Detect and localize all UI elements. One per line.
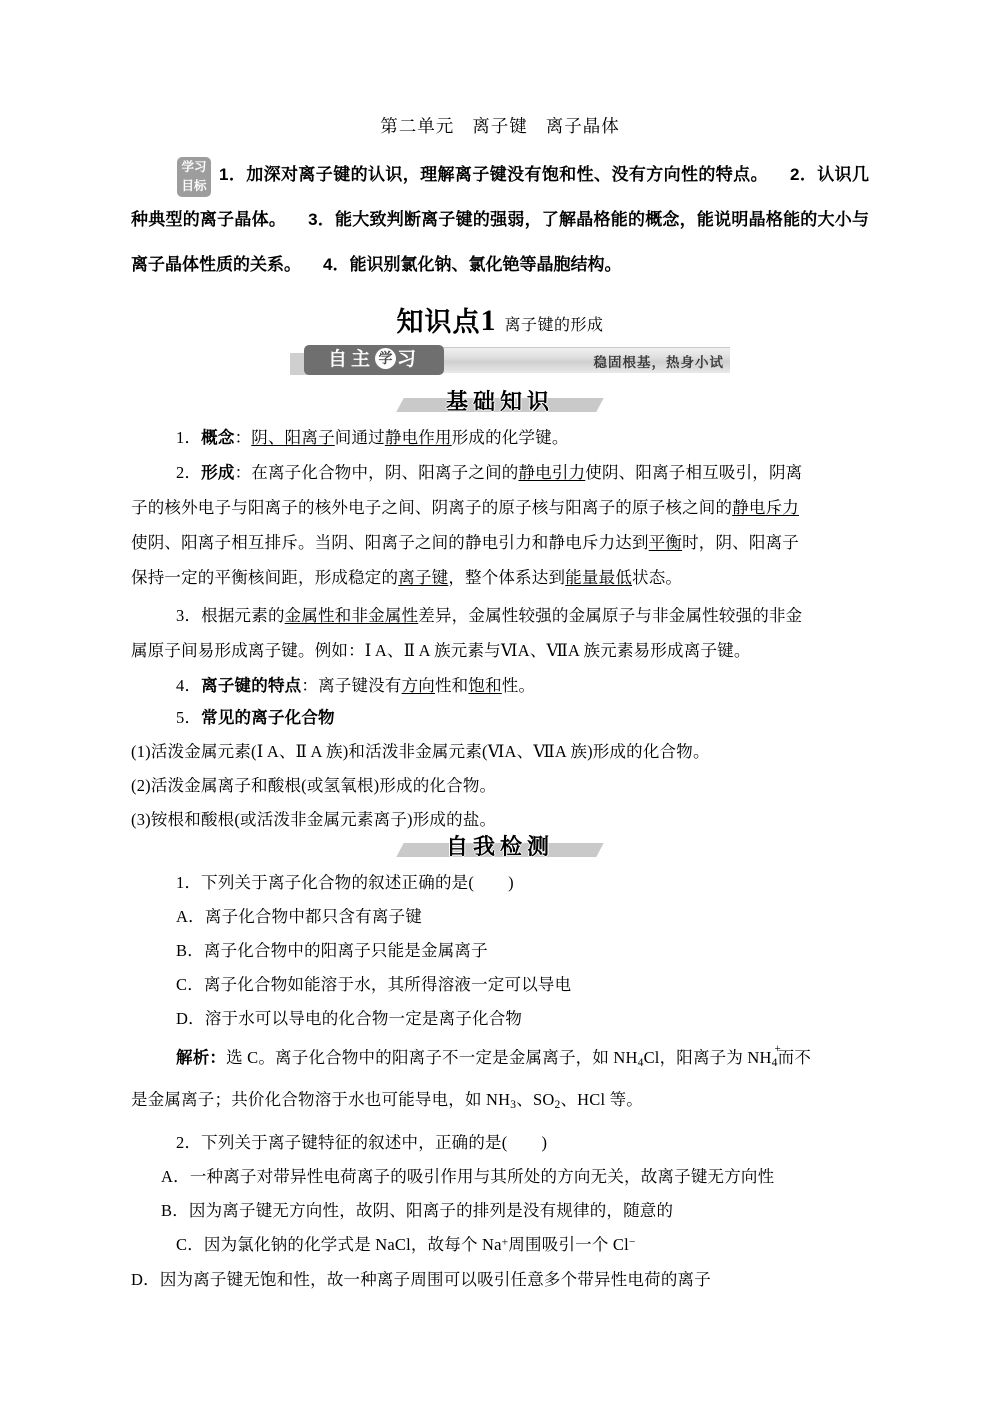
item-1-text-2: 形成的化学键。 (451, 428, 569, 447)
option-key: D． (176, 1009, 205, 1028)
section-heading-self-test-text: 自我检测 (445, 834, 554, 859)
basic-item-5-sub-2 (131, 772, 496, 796)
formula-subscript: 2 (554, 1098, 561, 1111)
basic-item-2-line-4 (131, 564, 682, 588)
item-1-underline-1: 阴、阳离子 (251, 428, 335, 447)
unit-title-prefix: 第二单元 (380, 116, 455, 136)
study-banner (290, 345, 730, 375)
objective-item-1: 1．加深对离子键的认识，理解离子键没有饱和性、没有方向性的特点。 (219, 165, 768, 184)
option-text: 离子化合物中都只含有离子键 (204, 907, 422, 926)
badge-line-2: 目标 (181, 179, 207, 193)
option-key: B． (161, 1201, 189, 1220)
item-5-term: 常见的离子化合物 (201, 709, 335, 727)
analysis-l1b: Cl，阳离子为 NH (643, 1048, 772, 1067)
item-2-l2a: 子的核外电子与阳离子的核外电子之间、阴离子的原子核与阳离子的原子核之间的 (131, 498, 733, 517)
option-key: D． (131, 1270, 160, 1289)
section-heading-self-test (0, 830, 1000, 860)
question-1-number: 1． (176, 873, 202, 892)
option-key: A． (161, 1167, 190, 1186)
item-2-l4a: 保持一定的平衡核间距，形成稳定的 (131, 568, 399, 587)
basic-item-1 (176, 424, 569, 448)
analysis-l1c: 而不 (777, 1048, 812, 1067)
item-2-l4-underline-1: 离子键 (398, 568, 449, 587)
learning-objectives-block (131, 152, 869, 287)
item-4-number: 4． (176, 676, 202, 695)
item-1-number: 1． (176, 428, 202, 447)
item-4-text-3: 性。 (501, 676, 536, 695)
item-3-number: 3． (176, 606, 202, 625)
analysis-l2a: 是金属离子；共价化合物溶于水也可能导电，如 NH (131, 1090, 511, 1109)
question-2-option-c[interactable] (176, 1231, 636, 1255)
item-1-colon: ： (234, 428, 252, 447)
item-4-text-1: 离子键没有 (318, 676, 402, 695)
basic-item-2-line-3 (131, 529, 799, 553)
banner-tab-char-3: 习 (397, 349, 421, 370)
question-2-option-b[interactable] (161, 1197, 673, 1221)
question-1-analysis-line-2 (131, 1086, 643, 1111)
option-key: C． (176, 1235, 204, 1254)
knowledge-point-heading (0, 300, 1000, 339)
question-1-option-b[interactable] (176, 937, 488, 961)
question-2-stem-text: 下列关于离子键特征的叙述中，正确的是( (201, 1133, 508, 1152)
badge-line-1: 学习 (181, 160, 207, 174)
question-1-analysis-line-1 (176, 1044, 811, 1069)
question-2-stem (176, 1129, 547, 1153)
basic-item-4 (176, 672, 535, 696)
option-key: A． (176, 907, 205, 926)
question-1-stem-end: ) (508, 873, 514, 892)
option-text: 溶于水可以导电的化合物一定是离子化合物 (204, 1009, 523, 1028)
formula-subscript: 3 (510, 1098, 517, 1111)
ammonium-ion-charge-group (771, 1042, 781, 1069)
item-2-l1b: 使阴、阳离子相互吸引，阴离 (585, 463, 803, 482)
formula-superscript: − (628, 1236, 636, 1249)
objective-item-3-tail: 能的大小与离子晶体性质的关系。 (131, 210, 869, 274)
analysis-l1a: 离子化合物中的阳离子不一定是金属离子，如 NH (275, 1048, 638, 1067)
item-2-term: 形成 (201, 464, 235, 482)
banner-tab-char-1: 自 (327, 349, 351, 370)
basic-item-2-line-1 (176, 459, 802, 483)
item-3-l1b: 差异，金属性较强的金属原子与非金属性较强的非金 (418, 606, 803, 625)
item-3-l1a: 根据元素的 (201, 606, 285, 625)
unit-title-part2: 离子晶体 (545, 116, 620, 136)
item-1-text-1: 间通过 (334, 428, 385, 447)
formula-subscript: 4 (771, 1056, 778, 1069)
item-2-colon: ： (234, 463, 252, 482)
banner-tab-circle-char: 学 (375, 348, 396, 369)
question-2-stem-end: ) (541, 1133, 548, 1152)
question-1-option-c[interactable] (176, 971, 571, 995)
option-text: 一种离子对带异性电荷离子的吸引作用与其所处的方向无关，故离子键无方向性 (189, 1167, 775, 1186)
basic-item-5-heading (176, 704, 335, 728)
item-2-l3a: 使阴、阳离子相互排斥。当阴、阳离子之间的静电引力和静电斥力达到 (131, 533, 649, 552)
formula-superscript: + (501, 1236, 509, 1249)
objective-item-2-head: 2．认 (789, 165, 835, 184)
question-2-option-d[interactable] (131, 1266, 711, 1290)
objective-item-2-tail: 识几种典型的离子晶体。 (131, 165, 869, 229)
item-2-l4b: ，整个体系达到 (448, 568, 566, 587)
item-5-sub-2-text: (2)活泼金属离子和酸根(或氢氧根)形成的化合物。 (131, 776, 497, 795)
question-1-stem-text: 下列关于离子化合物的叙述正确的是( (201, 873, 475, 892)
learning-objective-badge (177, 157, 211, 197)
unit-title-part1: 离子键 (472, 116, 528, 136)
item-4-text-2: 性和 (434, 676, 469, 695)
item-5-number: 5． (176, 708, 202, 727)
objective-item-3: 3．能大致判断离子键的强弱，了解晶格能的概念，能说明晶格 (308, 210, 784, 229)
formula-subscript: 4 (637, 1056, 644, 1069)
banner-tagline: 稳固根基，热身小试 (593, 355, 724, 370)
option-key: C． (176, 975, 204, 994)
item-5-sub-1-text: (1)活泼金属元素(Ⅰ A、Ⅱ A 族)和活泼非金属元素(ⅥA、ⅦA 族)形成的化合物。 (131, 742, 710, 761)
item-2-l2-underline: 静电斥力 (732, 498, 800, 517)
page-title (0, 113, 1000, 138)
knowledge-point-subtitle: 离子键的形成 (504, 317, 604, 334)
learning-objectives-text (131, 152, 869, 287)
knowledge-point-label: 知识点 (396, 307, 481, 337)
banner-tab-char-2: 主 (350, 349, 374, 370)
item-4-term: 离子键的特点 (201, 677, 302, 695)
item-2-l4-underline-2: 能量最低 (565, 568, 633, 587)
option-c-text-1: 因为氯化钠的化学式是 NaCl，故每个 Na (203, 1235, 502, 1254)
analysis-l2b: 、SO (516, 1090, 555, 1109)
item-2-l3b: 时，阴、阳离子 (682, 533, 800, 552)
analysis-l2c: 、HCl 等。 (560, 1090, 643, 1109)
item-4-colon: ： (301, 676, 319, 695)
option-text: 离子化合物如能溶于水，其所得溶液一定可以导电 (203, 975, 572, 994)
formula-superscript: + (774, 1042, 781, 1055)
option-text: 因为离子键无方向性，故阴、阳离子的排列是没有规律的，随意的 (188, 1201, 674, 1220)
basic-item-3-line-2 (131, 637, 751, 661)
question-1-stem (176, 869, 514, 893)
basic-item-2-line-2 (131, 494, 799, 518)
option-text: 因为离子键无饱和性，故一种离子周围可以吸引任意多个带异性电荷的离子 (159, 1270, 711, 1289)
item-4-underline-2: 饱和 (468, 676, 502, 695)
objective-item-4: 4．能识别氯化钠、氯化铯等晶胞结构。 (323, 255, 622, 274)
option-text: 离子化合物中的阳离子只能是金属离子 (203, 941, 488, 960)
basic-item-5-sub-3 (131, 806, 496, 830)
option-c-text-2: 周围吸引一个 Cl (508, 1235, 629, 1254)
item-4-underline-1: 方向 (401, 676, 435, 695)
question-1-option-a[interactable] (176, 903, 422, 927)
item-2-l1a: 在离子化合物中，阴、阳离子之间的 (251, 463, 519, 482)
item-1-term: 概念 (201, 429, 235, 447)
item-2-number: 2． (176, 463, 202, 482)
item-2-l4c: 状态。 (632, 568, 683, 587)
knowledge-point-number: 1 (480, 304, 496, 337)
analysis-answer: 选 C。 (226, 1048, 276, 1067)
basic-item-5-sub-1 (131, 738, 710, 762)
section-heading-basic-text: 基础知识 (445, 389, 554, 414)
option-key: B． (176, 941, 204, 960)
item-3-l2: 属原子间易形成离子键。例如：Ⅰ A、Ⅱ A 族元素与ⅥA、ⅦA 族元素易形成离子键。 (131, 641, 751, 660)
item-2-l1-underline: 静电引力 (518, 463, 586, 482)
banner-tab-label (304, 345, 444, 375)
question-1-option-d[interactable] (176, 1005, 522, 1029)
item-1-underline-2: 静电作用 (384, 428, 452, 447)
section-heading-basic-knowledge (0, 385, 1000, 415)
item-5-sub-3-text: (3)铵根和酸根(或活泼非金属元素离子)形成的盐。 (131, 810, 497, 829)
basic-item-3-line-1 (176, 602, 802, 626)
item-3-l1-underline: 金属性和非金属性 (284, 606, 419, 625)
question-2-option-a[interactable] (161, 1163, 774, 1187)
question-2-number: 2． (176, 1133, 202, 1152)
analysis-label: 解析： (176, 1048, 227, 1067)
item-2-l3-underline: 平衡 (648, 533, 683, 552)
